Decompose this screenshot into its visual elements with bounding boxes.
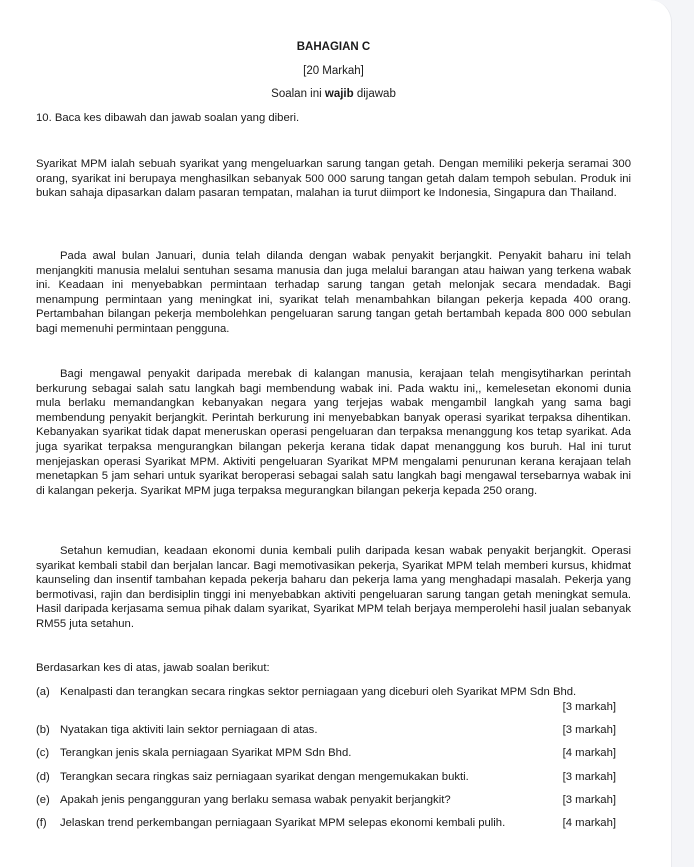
section-title: BAHAGIAN C <box>296 41 371 53</box>
case-paragraph-2: Pada awal bulan Januari, dunia telah dilanda dengan wabak penyakit berjangkit. Penyakit baharu ini telah menjangkiti manusia melalui sentuhan sesama manusia dan juga melalui barangan atau haiwan yang terkena wabak ini. Keadaan ini menyebabkan permintaan terhadap sarung tangan getah melonjak secara mendadak. Bagi menampung permintaan yang meningkat ini, syarikat telah menambahkan bilangan pekerja kepada 400 orang. Pertambahan bilangan pekerja membolehkan pengeluaran sarung tangan getah bertambah kepada 800 000 sebulan bagi memenuhi permintaan pengguna. <box>36 250 631 335</box>
case-paragraph-3: Bagi mengawal penyakit daripada merebak di kalangan manusia, kerajaan telah mengisytiharkan perintah berkurung sebagai salah satu langkah bagi membendung wabak ini. Pada waktu ini,, kemelesetan ekonomi dunia mula berlaku memandangkan kebanyakan negara yang terjejas wabak mengambil langkah yang sama bagi membendung penyakit berjangkit. Perintah berkurung ini menyebabkan banyak operasi syarikat terpaksa dihentikan. Kebanyakan syarikat tidak dapat meneruskan operasi pengeluaran dan terpaksa menanggung kos tetap syarikat. Ada juga syarikat terpaksa mengurangkan bilangan pekerja kerana tidak dapat menanggung kos buruh. Hal ini turut menjejaskan operasi Syarikat MPM. Aktiviti pengeluaran Syarikat MPM mengalami penurunan kerana kerajaan telah menetapkan 5 jam sehari untuk syarikat beroperasi sebagai salah satu langkah bagi mengawal tersebarnya wabak ini di kalangan pekerja. Syarikat MPM juga terpaksa megurangkan bilangan pekerja kepada 250 orang. <box>36 368 631 497</box>
question-marks: [4 markah] <box>562 747 616 759</box>
question-intro: 10. Baca kes dibawah dan jawab soalan yang diberi. <box>36 112 300 124</box>
question-marks: [3 markah] <box>562 724 616 736</box>
section-total-marks: [20 Markah] <box>303 65 364 77</box>
question-marks: [3 markah] <box>562 771 616 783</box>
question-text: Nyatakan tiga aktiviti lain sektor perniagaan di atas. <box>60 724 318 736</box>
question-text: Terangkan jenis skala perniagaan Syarikat MPM Sdn Bhd. <box>60 747 352 759</box>
case-paragraph-1: Syarikat MPM ialah sebuah syarikat yang mengeluarkan sarung tangan getah. Dengan memiliki pekerja seramai 300 orang, syarikat ini berupaya menghasilkan sebanyak 500 000 sarung tangan getah dalam tempoh sebulan. Produk ini bukan sahaja dipasarkan dalam pasaran tempatan, malahan ia turut diimport ke Indonesia, Singapura dan Thailand. <box>36 158 631 200</box>
question-text: Jelaskan trend perkembangan perniagaan Syarikat MPM selepas ekonomi kembali pulih. <box>60 817 506 829</box>
question-label: (b) <box>36 724 50 736</box>
question-text: Kenalpasti dan terangkan secara ringkas sektor perniagaan yang diceburi oleh Syarikat MPM Sdn Bhd. <box>60 686 577 698</box>
instruction-text-before: Soalan ini <box>271 88 325 100</box>
section-instruction <box>36 87 631 102</box>
instruction-text-after: dijawab <box>353 88 396 100</box>
question-label: (c) <box>36 747 50 759</box>
question-label: (a) <box>36 686 50 698</box>
questions-lead: Berdasarkan kes di atas, jawab soalan berikut: <box>36 662 270 674</box>
question-text: Terangkan secara ringkas saiz perniagaan syarikat dengan mengemukakan bukti. <box>60 771 469 783</box>
question-marks: [3 markah] <box>562 794 616 806</box>
case-paragraph-4: Setahun kemudian, keadaan ekonomi dunia kembali pulih daripada kesan wabak penyakit berjangkit. Operasi syarikat kembali stabil dan berjalan lancar. Bagi memotivasikan pekerja, Syarikat MPM telah memberi kursus, khidmat kaunseling dan insentif tambahan kepada pekerja baharu dan pekerja lama yang menghadapi masalah. Pekerja yang bermotivasi, rajin dan berdisiplin tinggi ini menyebabkan aktiviti pengeluaran sarung tangan getah meningkat semula. Hasil daripada kerjasama semua pihak dalam syarikat, Syarikat MPM telah berjaya memperolehi hasil jualan sebanyak RM55 juta setahun. <box>36 545 631 630</box>
question-label: (e) <box>36 794 50 806</box>
question-text: Apakah jenis pengangguran yang berlaku semasa wabak penyakit berjangkit? <box>60 794 451 806</box>
question-marks: [4 markah] <box>562 817 616 829</box>
question-label: (f) <box>36 817 47 829</box>
instruction-emphasis: wajib <box>324 88 354 100</box>
question-marks: [3 markah] <box>562 700 616 713</box>
question-label: (d) <box>36 771 50 783</box>
